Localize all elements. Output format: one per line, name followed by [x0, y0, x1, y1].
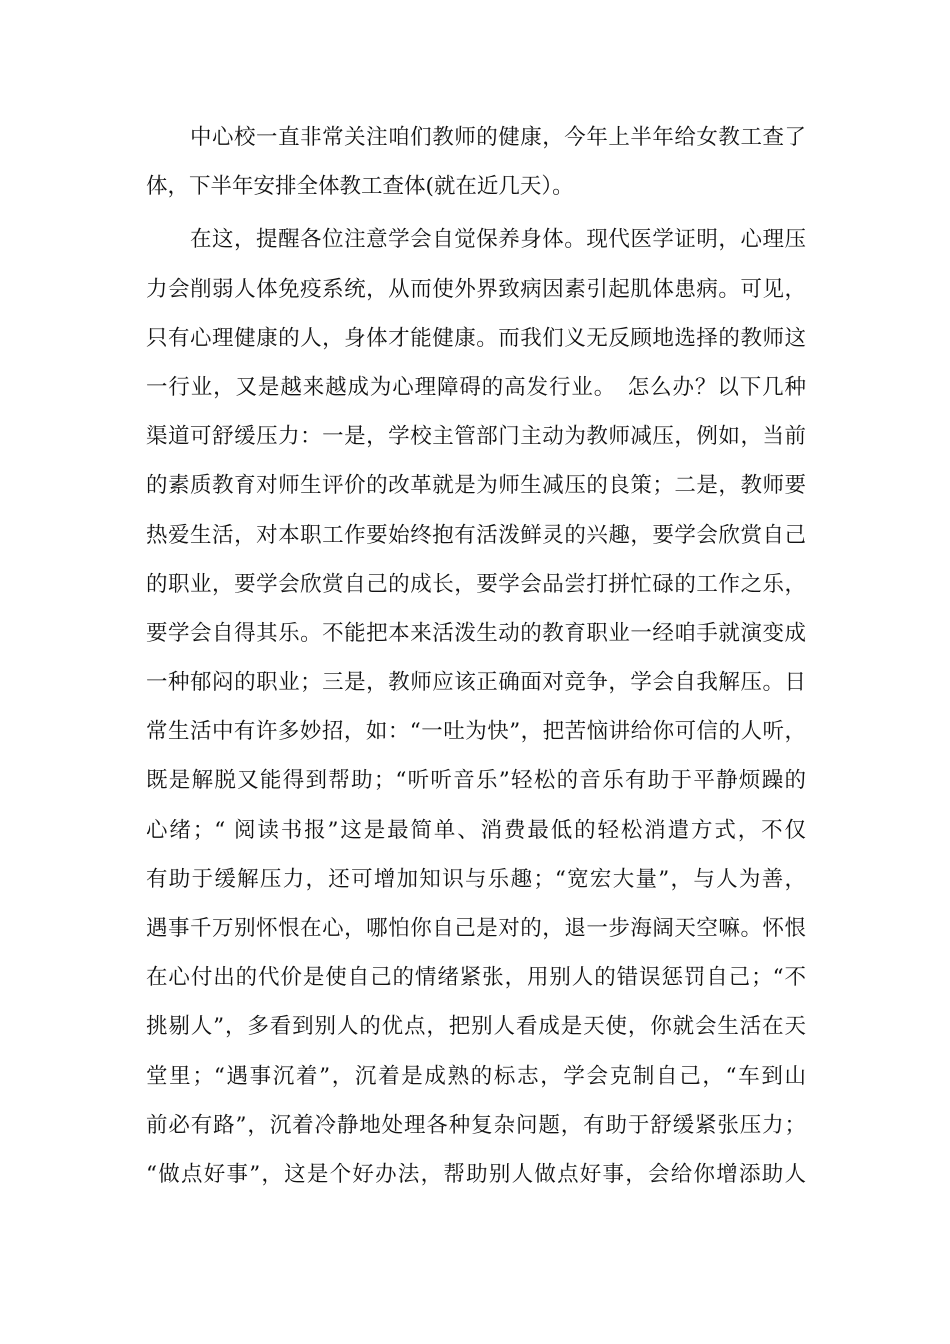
text-line: 遇事千万别怀恨在心，哪怕你自己是对的，退一步海阔天空嘛。怀恨 — [146, 916, 806, 941]
text-line: 一种郁闷的职业；三是，教师应该正确面对竞争，学会自我解压。日 — [146, 670, 806, 696]
text-line: 既是解脱又能得到帮助；“听听音乐”轻松的音乐有助于平静烦躁的 — [146, 768, 806, 794]
text-line: “做点好事”，这是个好办法，帮助别人做点好事，会给你增添助人 — [146, 1161, 806, 1187]
text-line: 堂里；“遇事沉着”，沉着是成熟的标志，学会克制自己，“车到山 — [146, 1063, 806, 1089]
text-line: 只有心理健康的人，身体才能健康。而我们义无反顾地选择的教师这 — [146, 325, 806, 351]
text-line: 渠道可舒缓压力：一是，学校主管部门主动为教师减压，例如，当前 — [146, 424, 806, 450]
text-line: 在心付出的代价是使自己的情绪紧张，用别人的错误惩罚自己；“不 — [146, 965, 806, 991]
paragraph-1 — [146, 113, 806, 211]
text-line: 前必有路”，沉着冷静地处理各种复杂问题，有助于舒缓紧张压力； — [146, 1112, 806, 1138]
text-line: 体，下半年安排全体教工查体(就在近几天）。 — [146, 174, 574, 200]
text-line: 心绪；“ 阅读书报”这是最简单、消费最低的轻松消遣方式，不仅 — [146, 817, 806, 843]
text-line: 热爱生活，对本职工作要始终抱有活泼鲜灵的兴趣，要学会欣赏自己 — [146, 522, 806, 548]
text-line: 的职业，要学会欣赏自己的成长，要学会品尝打拼忙碌的工作之乐， — [146, 571, 806, 597]
text-line: 要学会自得其乐。不能把本来活泼生动的教育职业一经咱手就演变成 — [146, 620, 806, 646]
body-text — [146, 113, 806, 1199]
text-line: 中心校一直非常关注咱们教师的健康，今年上半年给女教工查了 — [190, 125, 806, 150]
paragraph-2 — [146, 215, 806, 1199]
text-line: 在这，提醒各位注意学会自觉保养身体。现代医学证明，心理压 — [190, 227, 806, 253]
text-line: 的素质教育对师生评价的改革就是为师生减压的良策；二是，教师要 — [146, 473, 806, 499]
text-line: 挑剔人”，多看到别人的优点，把别人看成是天使，你就会生活在天 — [146, 1014, 806, 1040]
text-line: 常生活中有许多妙招，如：“一吐为快”，把苦恼讲给你可信的人听， — [146, 719, 806, 745]
text-line: 一行业，又是越来越成为心理障碍的高发行业。 怎么办？以下几种 — [146, 374, 806, 400]
text-line: 力会削弱人体免疫系统，从而使外界致病因素引起肌体患病。可见， — [146, 276, 806, 302]
text-line: 有助于缓解压力，还可增加知识与乐趣；“宽宏大量”，与人为善， — [146, 866, 806, 892]
